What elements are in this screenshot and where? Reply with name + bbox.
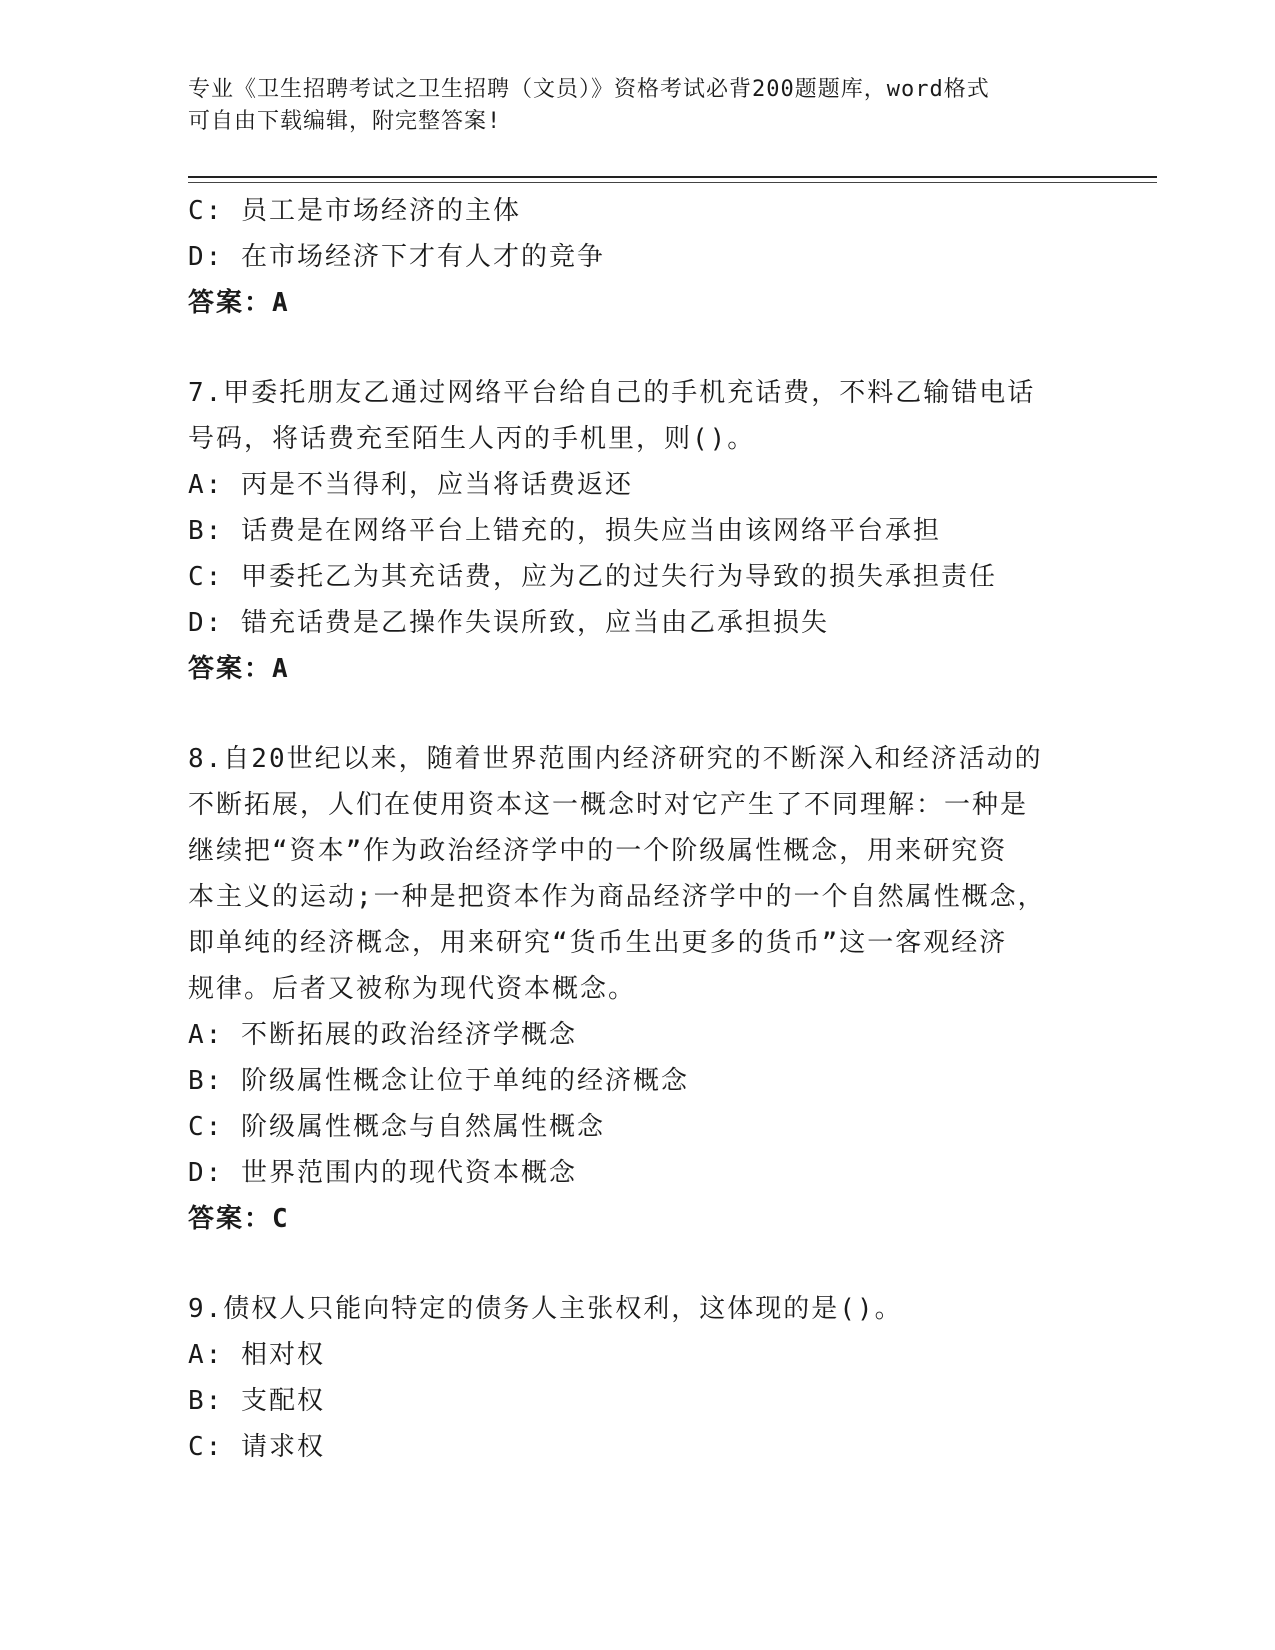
q8-option-a: A: 不断拓展的政治经济学概念 (188, 1020, 577, 1050)
header-title-line-1: 专业《卫生招聘考试之卫生招聘（文员）》资格考试必背200题题库，word格式 (188, 77, 990, 102)
q8-stem-line-1: 8.自20世纪以来，随着世界范围内经济研究的不断深入和经济活动的 (188, 744, 1043, 774)
q9-option-c: C: 请求权 (188, 1432, 325, 1462)
q8-stem-line-6: 规律。后者又被称为现代资本概念。 (188, 974, 637, 1004)
q9-option-a: A: 相对权 (188, 1340, 325, 1370)
header-divider-thin (188, 182, 1157, 183)
q8-option-d: D: 世界范围内的现代资本概念 (188, 1158, 577, 1188)
header-divider-thick (188, 176, 1157, 178)
q8-stem-line-2: 不断拓展，人们在使用资本这一概念时对它产生了不同理解：一种是 (188, 790, 1029, 820)
q7-option-c: C: 甲委托乙为其充话费，应为乙的过失行为导致的损失承担责任 (188, 562, 997, 592)
spacer (188, 692, 1088, 736)
q6-option-c: C: 员工是市场经济的主体 (188, 196, 521, 226)
q8-option-c: C: 阶级属性概念与自然属性概念 (188, 1112, 605, 1142)
q9-option-b: B: 支配权 (188, 1386, 325, 1416)
q7-option-a: A: 丙是不当得利，应当将话费返还 (188, 470, 633, 500)
question-9 (188, 1286, 1088, 1470)
q8-stem-line-3: 继续把“资本”作为政治经济学中的一个阶级属性概念，用来研究资 (188, 836, 1008, 866)
spacer (188, 1242, 1088, 1286)
q8-answer: 答案：C (188, 1204, 290, 1234)
q7-option-d: D: 错充话费是乙操作失误所致，应当由乙承担损失 (188, 608, 829, 638)
q9-stem-line-1: 9.债权人只能向特定的债务人主张权利，这体现的是()。 (188, 1294, 903, 1324)
q7-stem-line-2: 号码，将话费充至陌生人丙的手机里，则()。 (188, 424, 756, 454)
q6-answer: 答案：A (188, 288, 290, 318)
q7-option-b: B: 话费是在网络平台上错充的，损失应当由该网络平台承担 (188, 516, 941, 546)
question-8 (188, 736, 1088, 1242)
q8-stem-line-5: 即单纯的经济概念，用来研究“货币生出更多的货币”这一客观经济 (188, 928, 1008, 958)
q8-stem-line-4: 本主义的运动;一种是把资本作为商品经济学中的一个自然属性概念， (188, 882, 1046, 912)
q6-option-d: D: 在市场经济下才有人才的竞争 (188, 242, 605, 272)
question-6 (188, 188, 1088, 326)
q7-stem-line-1: 7.甲委托朋友乙通过网络平台给自己的手机充话费，不料乙输错电话 (188, 378, 1036, 408)
question-7 (188, 370, 1088, 692)
header-title-line-2: 可自由下载编辑，附完整答案! (188, 109, 502, 134)
q7-answer: 答案：A (188, 654, 290, 684)
document-header (188, 74, 1088, 138)
spacer (188, 326, 1088, 370)
q8-option-b: B: 阶级属性概念让位于单纯的经济概念 (188, 1066, 689, 1096)
document-body (188, 188, 1088, 1470)
